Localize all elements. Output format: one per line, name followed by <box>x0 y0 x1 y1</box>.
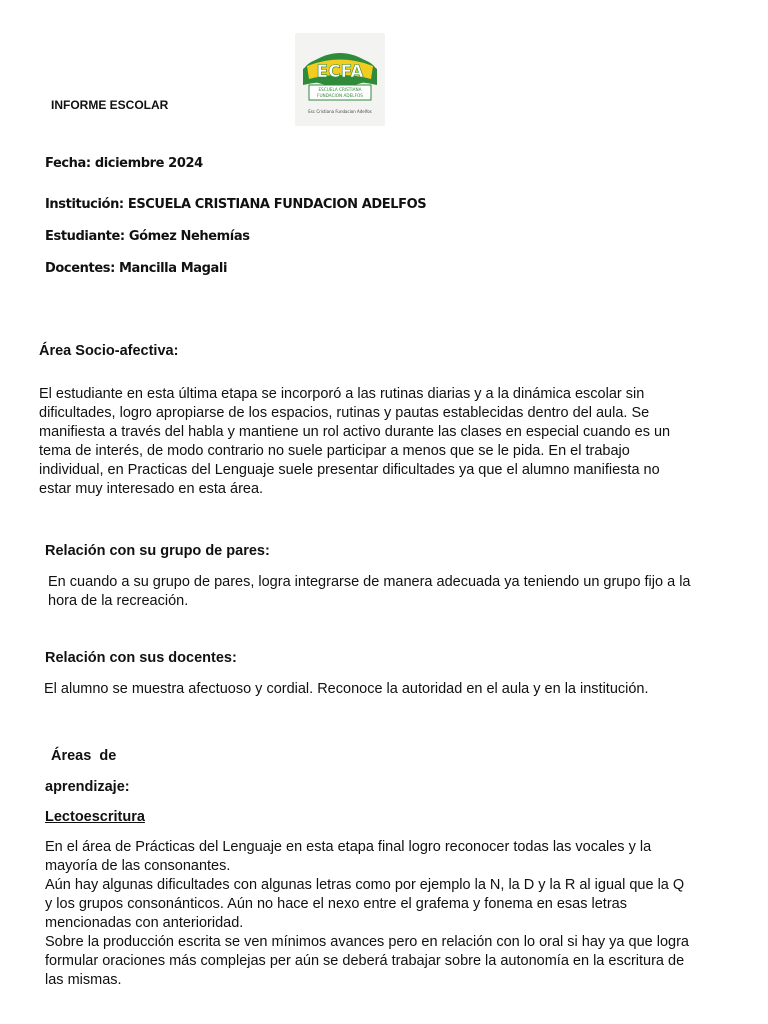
svg-text:FUNDACION ADELFOS: FUNDACION ADELFOS <box>317 93 363 98</box>
svg-text:ESCUELA CRISTIANA: ESCUELA CRISTIANA <box>318 87 362 92</box>
socio-heading: Área Socio-afectiva: <box>39 343 179 359</box>
date-line: Fecha: diciembre 2024 <box>45 156 203 171</box>
ecfa-logo-icon <box>295 33 385 126</box>
institution-line: Institución: ESCUELA CRISTIANA FUNDACION ADELFOS <box>45 197 427 212</box>
svg-text:Esc Cristiana Fundacion Adelfo: Esc Cristiana Fundacion Adelfos <box>308 109 372 114</box>
lectoescritura-subheading: Lectoescritura <box>45 809 145 825</box>
report-title: INFORME ESCOLAR <box>51 98 169 112</box>
socio-paragraph: El estudiante en esta última etapa se incorporó a las rutinas diarias y a la dinámica escolar sin dificultades, logro apropiarse de los espacios, rutinas y pautas establecidas dentro del aula. Se manifiesta a través del habla y mantiene un rol activo durante las clases en especial cuando es un tema de interés, de modo contrario no suele participar a menos que se le pida. En el trabajo individual, en Practicas del Lenguaje suele presentar dificultades ya que el alumno manifiesta no estar muy interesado en esta área. <box>39 386 671 497</box>
teachers-heading: Relación con sus docentes: <box>45 650 237 666</box>
learning-heading-line1: Áreas de <box>51 748 117 764</box>
teachers-line: Docentes: Mancilla Magali <box>45 261 228 276</box>
learning-heading-line2: aprendizaje: <box>45 779 130 795</box>
teachers-paragraph: El alumno se muestra afectuoso y cordial. Reconoce la autoridad en el aula y en la institución. <box>44 681 649 697</box>
peers-heading: Relación con su grupo de pares: <box>45 543 270 559</box>
lectoescritura-paragraph: En el área de Prácticas del Lenguaje en esta etapa final logro reconocer todas las vocales y la mayoría de las consonantes. Aún hay algunas dificultades con algunas letras como por ejemplo la N, la D y la R al igual que la Q y los grupos consonánticos. Aún no hace el nexo entre el grafema y fonema en esas letras mencionadas con anterioridad. Sobre la producción escrita se ven mínimos avances pero en relación con lo oral si hay ya que logra formular oraciones más complejas per aún se deberá trabajar sobre la autonomía en la escritura de las mismas. <box>45 839 689 988</box>
student-line: Estudiante: Gómez Nehemías <box>45 229 250 244</box>
logo-text: ECFA <box>316 62 364 82</box>
school-logo <box>295 33 385 126</box>
peers-paragraph: En cuando a su grupo de pares, logra integrarse de manera adecuada ya teniendo un grupo fijo a la hora de la recreación. <box>48 574 691 609</box>
